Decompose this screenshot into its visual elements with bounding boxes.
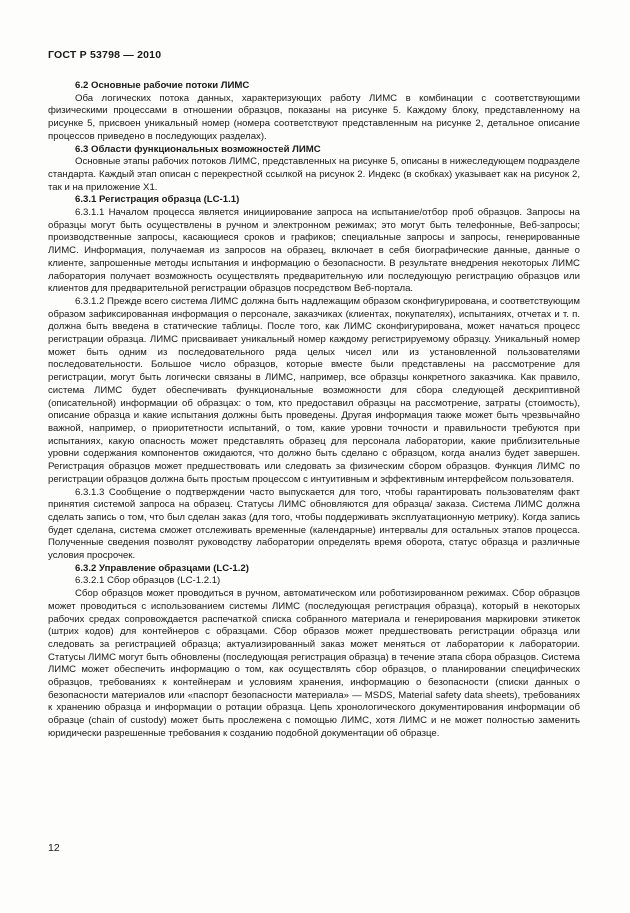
paragraph: 6.3.1.3 Сообщение о подтверждении часто выпускается для того, чтобы гарантировать пользователям факт принятия системой запроса на образец. Статусы ЛИМС обновляются для образца/ заказа. Система ЛИМС должна сделать запись о том, что был сделан заказ (для того, чтобы поддерживать эксплуатационную метрику). Когда запись будет сделана, система сможет отслеживать временные (календарные) интервалы для остальных этапов процесса. Полученные сведения позволят руководству лаборатории определять время оборота, статус образца и различные условия просрочек. bbox=[48, 486, 580, 562]
paragraph: 6.3.1.1 Началом процесса является инициирование запроса на испытание/отбор проб образцов. Запросы на образцы могут быть осуществлены в ручном и электронном режимах; это могут быть телефонные, Веб-запросы; производственные запросы, касающиеся сроков и графиков; специальные запросы и запросы, генерированные ЛИМС. Информация, получаемая из запросов на образец, включает в себя биографические данные, данные о клиенте, запрошенные методы испытания и информацию о безопасности. В результате внедрения некоторых ЛИМС лаборатория получает возможность осуществлять предварительную или последующую регистрацию образцов или клиентов для предварительной регистрации образцов посредством Веб-портала. bbox=[48, 207, 580, 295]
paragraph: Оба логических потока данных, характеризующих работу ЛИМС в комбинации с соответствующими физическими процессами в отношении образцов, показаны на рисунке 5. Каждому блоку, представленному на рисунке 5, присвоен уникальный номер (номера соответствуют представленным на рисунке 2, детальное описание процессов приведено в последующих разделах). bbox=[48, 92, 580, 142]
section-heading: 6.3.1 Регистрация образца (LC-1.1) bbox=[75, 194, 240, 206]
paragraph: 6.3.1.2 Прежде всего система ЛИМС должна быть надлежащим образом сконфигурирована, и соответствующим образом зафиксированная информация о персонале, заказчиках (клиентах, покупателях), испытаниях, отчетах и т. п. должна быть введена в статические таблицы. После того, как ЛИМС сконфигурирована, может начаться процесс регистрации образца. ЛИМС присваивает уникальный номер каждому регистрируемому образцу. Уникальный номер может быть одним из последовательного ряда целых чисел или из установленной пользователями последовательности. Большое число образцов, которые вместе были представлены на рассмотрение для регистрации, могут быть логически связаны в ЛИМС, например, все образцы конкретного заказчика. Как правило, система ЛИМС будет обеспечивать функциональные возможности для сбора следующей дескриптивной (описательной) информации об образцах: о том, кто предоставил образцы на рассмотрение, затраты (стоимость), описание образца и какие испытания должны быть проведены. Другая информация также может быть чрезвычайно важной, например, о приоритетности испытаний, о том, какие уровни точности и правильности требуются при испытаниях, какую опасность может представлять образец для персонала лаборатории, какие приблизительные уровни содержания компонентов ожидаются, что должно быть сделано с образцом, когда анализ будет завершен. Регистрация образцов может предшествовать или следовать за физическим сбором образцов. Функция ЛИМС по регистрации образцов должна быть простым процессом с интуитивным и эффективным интерфейсом пользователя. bbox=[48, 295, 580, 485]
section-heading: 6.3 Области функциональных возможностей ЛИМС bbox=[75, 143, 321, 155]
paragraph: Сбор образцов может проводиться в ручном, автоматическом или роботизированном режимах. Сбор образцов может проводиться с использованием системы ЛИМС (последующая регистрация образца), который в некоторых рабочих средах сопровождается распечаткой списка собранного материала и генерирования маркировки этикеток (штрих кодов) для контейнеров с образцами. Сбор образов может предшествовать регистрации образца или следовать за регистрацией образца; актуализированный заказ может меняться от лаборатории к лаборатории. Статусы ЛИМС могут быть обновлены (последующая регистрация образца) в течение этапа сбора образцов. Система ЛИМС может обеспечить информацию о том, как осуществлять сбор образцов, о планировании специфических образцов, требованиях к контейнерам и условиям хранения, информацию о безопасности (списки данных о безопасности материалов или «паспорт безопасности материала» — MSDS, Material safety data sheets), требованиях к хранению образца и информации о ротации образца. Цепь хронологического документирования информации об образце (chain of custody) может быть прослежена с помощью ЛИМС, хотя ЛИМС и не может полностью заменить юридически разрешенные требования к созданию подобной документации об образце. bbox=[48, 588, 580, 739]
document-body bbox=[48, 80, 580, 741]
section-heading: 6.3.2 Управление образцами (LC-1.2) bbox=[75, 562, 249, 574]
page-number: 12 bbox=[48, 842, 60, 854]
document-header: ГОСТ Р 53798 — 2010 bbox=[48, 49, 162, 61]
subsection-title: 6.3.2.1 Сбор образцов (LC-1.2.1) bbox=[75, 575, 221, 587]
section-heading: 6.2 Основные рабочие потоки ЛИМС bbox=[75, 80, 250, 91]
paragraph: Основные этапы рабочих потоков ЛИМС, представленных на рисунке 5, описаны в нижеследующем подразделе стандарта. Каждый этап описан с перекрестной ссылкой на рисунок 2. Индекс (в скобках) указывает как на рисунок 2, так и на приложение Х1. bbox=[48, 156, 580, 193]
